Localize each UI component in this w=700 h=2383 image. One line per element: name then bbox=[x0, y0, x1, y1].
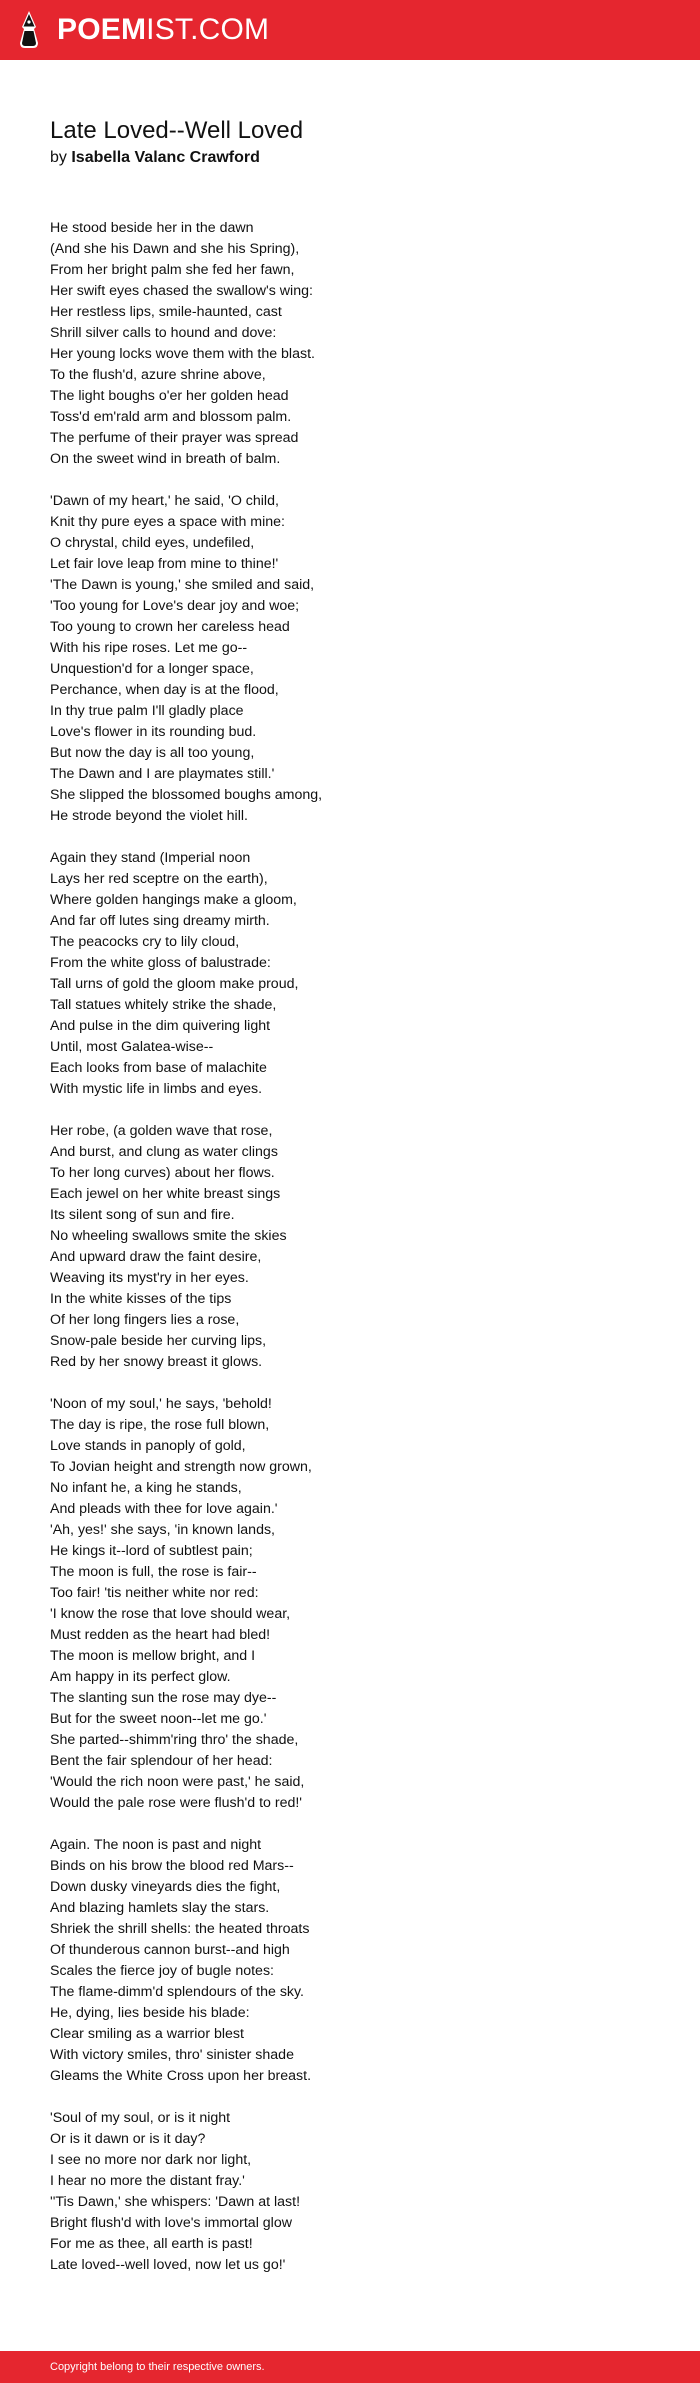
poem-line: The peacocks cry to lily cloud, bbox=[50, 934, 240, 950]
poem-line: The flame-dimm'd splendours of the sky. bbox=[50, 1984, 304, 2000]
poem-line: Clear smiling as a warrior blest bbox=[50, 2026, 244, 2042]
poem-line: 'Ah, yes!' she says, 'in known lands, bbox=[50, 1522, 275, 1538]
poem-body bbox=[50, 218, 670, 2297]
poem-line: (And she his Dawn and she his Spring), bbox=[50, 241, 300, 257]
poem-line: Where golden hangings make a gloom, bbox=[50, 892, 297, 908]
poem-line: 'I know the rose that love should wear, bbox=[50, 1606, 291, 1622]
poem-line: In thy true palm I'll gladly place bbox=[50, 703, 244, 719]
poem-line: Her swift eyes chased the swallow's wing: bbox=[50, 283, 313, 299]
brand-name-light: IST.COM bbox=[146, 13, 270, 46]
poem-line: No infant he, a king he stands, bbox=[50, 1480, 242, 1496]
poem-line: Of her long fingers lies a rose, bbox=[50, 1312, 240, 1328]
poem-line: 'Noon of my soul,' he says, 'behold! bbox=[50, 1396, 272, 1412]
poem-line: For me as thee, all earth is past! bbox=[50, 2236, 253, 2252]
poem-line: Her robe, (a golden wave that rose, bbox=[50, 1123, 273, 1139]
poem-line: With his ripe roses. Let me go-- bbox=[50, 640, 248, 656]
poem-line: Of thunderous cannon burst--and high bbox=[50, 1942, 290, 1958]
poem-line: Knit thy pure eyes a space with mine: bbox=[50, 514, 286, 530]
poem-line: He kings it--lord of subtlest pain; bbox=[50, 1543, 253, 1559]
poem-line: And pleads with thee for love again.' bbox=[50, 1501, 278, 1517]
poem-line: With victory smiles, thro' sinister shade bbox=[50, 2047, 294, 2063]
author-name: Isabella Valanc Crawford bbox=[71, 149, 260, 166]
poem-line: And blazing hamlets slay the stars. bbox=[50, 1900, 270, 1916]
poem-line: On the sweet wind in breath of balm. bbox=[50, 451, 281, 467]
poem-line: Love's flower in its rounding bud. bbox=[50, 724, 257, 740]
poem-line: 'Would the rich noon were past,' he said, bbox=[50, 1774, 305, 1790]
byline-prefix: by bbox=[50, 149, 67, 166]
poem-line: Red by her snowy breast it glows. bbox=[50, 1354, 263, 1370]
poem-line: No wheeling swallows smite the skies bbox=[50, 1228, 287, 1244]
poem-line: Late loved--well loved, now let us go!' bbox=[50, 2257, 286, 2273]
poem-stanza bbox=[50, 848, 670, 1100]
poem-line: But now the day is all too young, bbox=[50, 745, 255, 761]
poem-line: Each jewel on her white breast sings bbox=[50, 1186, 281, 1202]
poem-line: Again they stand (Imperial noon bbox=[50, 850, 251, 866]
poem-line: Perchance, when day is at the flood, bbox=[50, 682, 279, 698]
site-footer bbox=[0, 2351, 700, 2383]
poem-line: To her long curves) about her flows. bbox=[50, 1165, 275, 1181]
poem-line: Until, most Galatea-wise-- bbox=[50, 1039, 214, 1055]
poem-line: In the white kisses of the tips bbox=[50, 1291, 232, 1307]
poem-line: The moon is mellow bright, and I bbox=[50, 1648, 256, 1664]
poem-line: Toss'd em'rald arm and blossom palm. bbox=[50, 409, 292, 425]
poem-line: Each looks from base of malachite bbox=[50, 1060, 267, 1076]
poem-line: The perfume of their prayer was spread bbox=[50, 430, 299, 446]
poem-line: Too young to crown her careless head bbox=[50, 619, 290, 635]
poem-line: Gleams the White Cross upon her breast. bbox=[50, 2068, 312, 2084]
poem-stanza bbox=[50, 1835, 670, 2087]
poem-line: The slanting sun the rose may dye-- bbox=[50, 1690, 277, 1706]
poem-line: Let fair love leap from mine to thine!' bbox=[50, 556, 279, 572]
poem-line: I hear no more the distant fray.' bbox=[50, 2173, 245, 2189]
poem-line: Lays her red sceptre on the earth), bbox=[50, 871, 268, 887]
poem-line: Her young locks wove them with the blast. bbox=[50, 346, 315, 362]
poem-line: Bright flush'd with love's immortal glow bbox=[50, 2215, 292, 2231]
poem-line: Down dusky vineyards dies the fight, bbox=[50, 1879, 281, 1895]
poem-stanza bbox=[50, 491, 670, 827]
poem-line: ''Tis Dawn,' she whispers: 'Dawn at last! bbox=[50, 2194, 301, 2210]
poem-line: From the white gloss of balustrade: bbox=[50, 955, 271, 971]
poem-line: To the flush'd, azure shrine above, bbox=[50, 367, 266, 383]
pen-nib-icon bbox=[18, 10, 40, 50]
poem-stanza bbox=[50, 2108, 670, 2276]
poem-line: And far off lutes sing dreamy mirth. bbox=[50, 913, 270, 929]
poem-line: She parted--shimm'ring thro' the shade, bbox=[50, 1732, 299, 1748]
poem-line: Tall urns of gold the gloom make proud, bbox=[50, 976, 299, 992]
poem-line: But for the sweet noon--let me go.' bbox=[50, 1711, 267, 1727]
poem-line: Her restless lips, smile-haunted, cast bbox=[50, 304, 282, 320]
poem-line: Scales the fierce joy of bugle notes: bbox=[50, 1963, 274, 1979]
poem-line: Binds on his brow the blood red Mars-- bbox=[50, 1858, 294, 1874]
poem-line: To Jovian height and strength now grown, bbox=[50, 1459, 312, 1475]
brand-name-bold: POEM bbox=[57, 13, 147, 46]
poem-line: Bent the fair splendour of her head: bbox=[50, 1753, 273, 1769]
poem-line: He stood beside her in the dawn bbox=[50, 220, 254, 236]
poem-line: Would the pale rose were flush'd to red!' bbox=[50, 1795, 303, 1811]
poem-line: 'Too young for Love's dear joy and woe; bbox=[50, 598, 300, 614]
poem-line: And upward draw the faint desire, bbox=[50, 1249, 262, 1265]
poem-line: Shrill silver calls to hound and dove: bbox=[50, 325, 277, 341]
site-logo-text bbox=[57, 10, 269, 50]
poem-line: 'Soul of my soul, or is it night bbox=[50, 2110, 231, 2126]
poem-line: 'Dawn of my heart,' he said, 'O child, bbox=[50, 493, 279, 509]
poem-line: Or is it dawn or is it day? bbox=[50, 2131, 206, 2147]
poem-line: Unquestion'd for a longer space, bbox=[50, 661, 254, 677]
poem-line: The day is ripe, the rose full blown, bbox=[50, 1417, 270, 1433]
poem-line: Love stands in panoply of gold, bbox=[50, 1438, 246, 1454]
poem-line: O chrystal, child eyes, undefiled, bbox=[50, 535, 255, 551]
poem-stanza bbox=[50, 1121, 670, 1373]
copyright-text: Copyright belong to their respective owners. bbox=[50, 2361, 265, 2373]
poem-line: The moon is full, the rose is fair-- bbox=[50, 1564, 257, 1580]
poem-line: From her bright palm she fed her fawn, bbox=[50, 262, 295, 278]
poem-line: And pulse in the dim quivering light bbox=[50, 1018, 271, 1034]
poem-byline bbox=[50, 147, 260, 169]
poem-line: Tall statues whitely strike the shade, bbox=[50, 997, 277, 1013]
poem-line: Too fair! 'tis neither white nor red: bbox=[50, 1585, 259, 1601]
poem-line: Must redden as the heart had bled! bbox=[50, 1627, 271, 1643]
poem-line: Weaving its myst'ry in her eyes. bbox=[50, 1270, 249, 1286]
poem-line: Am happy in its perfect glow. bbox=[50, 1669, 231, 1685]
poem-line: 'The Dawn is young,' she smiled and said, bbox=[50, 577, 315, 593]
poem-line: Shriek the shrill shells: the heated throats bbox=[50, 1921, 310, 1937]
poem-stanza bbox=[50, 218, 670, 470]
site-logo-link[interactable] bbox=[18, 10, 269, 50]
poem-line: The light boughs o'er her golden head bbox=[50, 388, 289, 404]
poem-line: I see no more nor dark nor light, bbox=[50, 2152, 252, 2168]
poem-line: With mystic life in limbs and eyes. bbox=[50, 1081, 263, 1097]
poem-line: Snow-pale beside her curving lips, bbox=[50, 1333, 267, 1349]
site-header bbox=[0, 0, 700, 60]
poem-title: Late Loved--Well Loved bbox=[50, 117, 304, 144]
poem-line: Again. The noon is past and night bbox=[50, 1837, 262, 1853]
poem-line: The Dawn and I are playmates still.' bbox=[50, 766, 275, 782]
poem-line: And burst, and clung as water clings bbox=[50, 1144, 278, 1160]
poem-line: He, dying, lies beside his blade: bbox=[50, 2005, 250, 2021]
poem-stanza bbox=[50, 1394, 670, 1814]
poem-line: He strode beyond the violet hill. bbox=[50, 808, 248, 824]
poem-line: Its silent song of sun and fire. bbox=[50, 1207, 235, 1223]
poem-line: She slipped the blossomed boughs among, bbox=[50, 787, 323, 803]
